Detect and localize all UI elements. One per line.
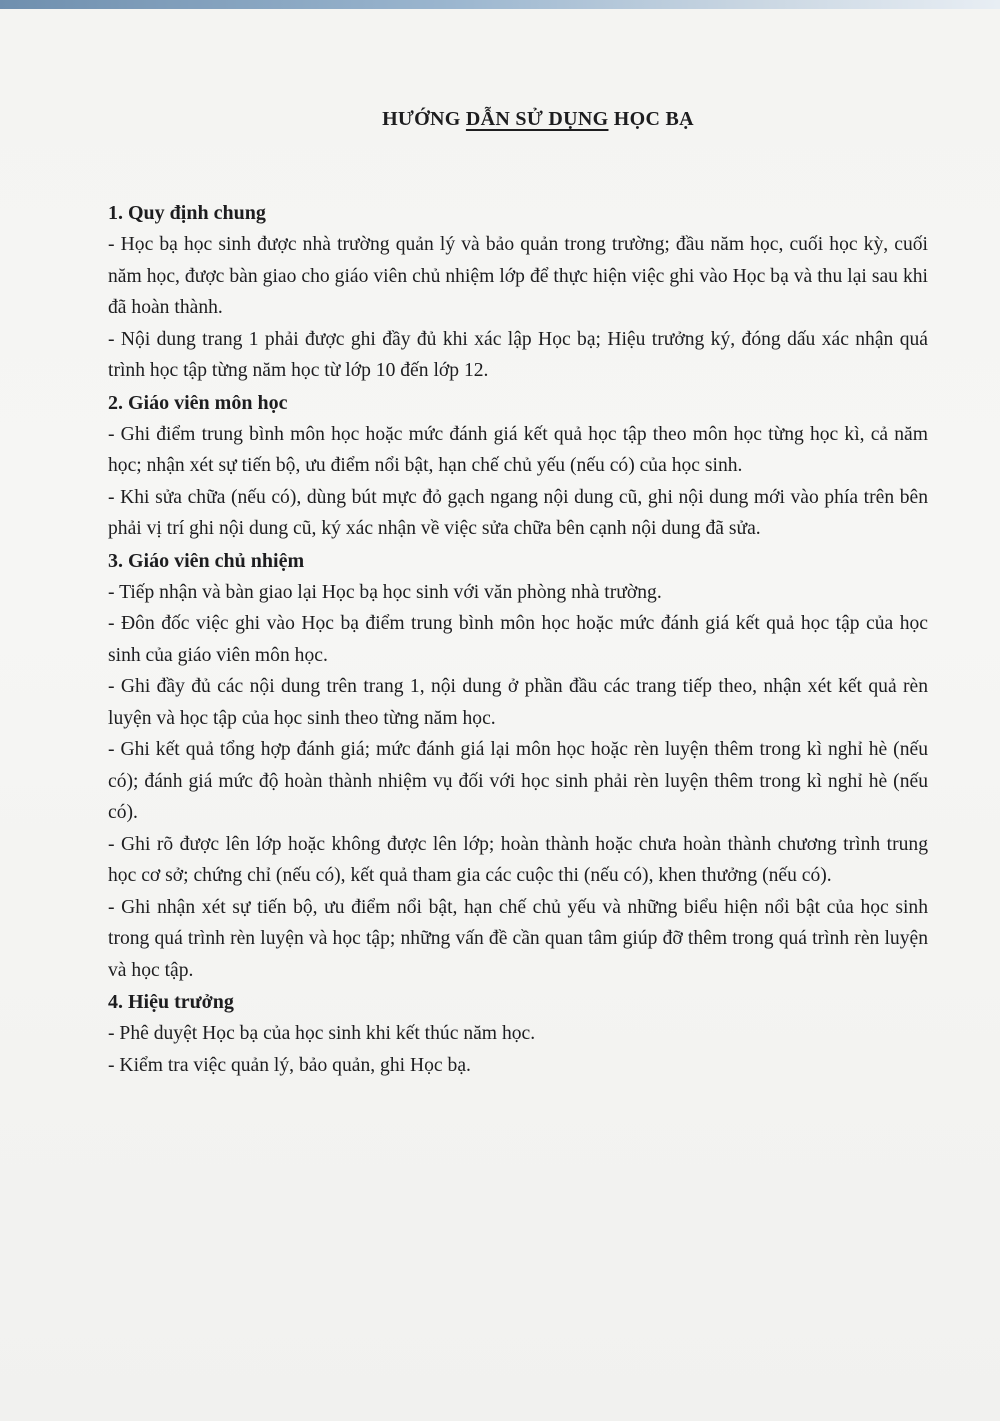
- section-homeroom-teacher: [108, 545, 928, 987]
- list-item: - Ghi kết quả tổng hợp đánh giá; mức đánh giá lại môn học hoặc rèn luyện thêm trong kì nghỉ hè (nếu có); đánh giá mức độ hoàn thành nhiệm vụ đối với học sinh phải rèn luyện thêm trong kì nghỉ hè (nếu có).: [108, 739, 928, 823]
- title-prefix: HƯỚNG: [382, 108, 466, 130]
- list-item: - Ghi điểm trung bình môn học hoặc mức đánh giá kết quả học tập theo môn học từng học kì, cả năm học; nhận xét sự tiến bộ, ưu điểm nổi bật, hạn chế chủ yếu (nếu có) của học sinh.: [108, 423, 928, 476]
- list-item: - Học bạ học sinh được nhà trường quản lý và bảo quản trong trường; đầu năm học, cuối học kỳ, cuối năm học, được bàn giao cho giáo viên chủ nhiệm lớp để thực hiện việc ghi vào Học bạ và thu lại sau khi đã hoàn thành.: [108, 234, 928, 318]
- list-item: - Tiếp nhận và bàn giao lại Học bạ học sinh với văn phòng nhà trường.: [108, 581, 662, 603]
- section-heading: 3. Giáo viên chủ nhiệm: [108, 549, 305, 572]
- list-item: - Đôn đốc việc ghi vào Học bạ điểm trung bình môn học hoặc mức đánh giá kết quả học tập của học sinh của giáo viên môn học.: [108, 613, 928, 666]
- section-subject-teacher: [108, 387, 928, 545]
- list-item: - Nội dung trang 1 phải được ghi đầy đủ khi xác lập Học bạ; Hiệu trưởng ký, đóng dấu xác nhận quá trình học tập từng năm học từ lớp 10 đến lớp 12.: [108, 328, 928, 381]
- title-underlined: DẪN SỬ DỤNG: [465, 108, 609, 130]
- list-item: - Ghi nhận xét sự tiến bộ, ưu điểm nổi bật, hạn chế chủ yếu và những biểu hiện nổi bật của học sinh trong quá trình rèn luyện và học tập; những vấn đề cần quan tâm giúp đỡ thêm trong quá trình rèn luyện và học tập.: [108, 896, 928, 981]
- section-heading: 4. Hiệu trưởng: [108, 991, 234, 1013]
- list-item: - Khi sửa chữa (nếu có), dùng bút mực đỏ gạch ngang nội dung cũ, ghi nội dung mới vào phía trên bên phải vị trí ghi nội dung cũ, ký xác nhận về việc sửa chữa bên cạnh nội dung đã sửa.: [108, 486, 928, 539]
- section-heading: 1. Quy định chung: [108, 202, 266, 224]
- section-general-rules: [108, 197, 928, 387]
- instructions-content: [108, 108, 928, 1081]
- background-edge: [0, 0, 1000, 9]
- list-item: - Ghi đầy đủ các nội dung trên trang 1, nội dung ở phần đầu các trang tiếp theo, nhận xét kết quả rèn luyện và học tập của học sinh theo từng năm học.: [108, 676, 928, 729]
- section-heading: 2. Giáo viên môn học: [108, 391, 288, 414]
- section-principal: [108, 986, 928, 1081]
- title-suffix: HỌC BẠ: [608, 108, 694, 130]
- page-title: [108, 108, 928, 131]
- list-item: - Kiểm tra việc quản lý, bảo quản, ghi Học bạ.: [108, 1054, 471, 1076]
- list-item: - Ghi rõ được lên lớp hoặc không được lên lớp; hoàn thành hoặc chưa hoàn thành chương trình trung học cơ sở; chứng chỉ (nếu có), kết quả tham gia các cuộc thi (nếu có), khen thưởng (nếu có).: [108, 833, 928, 886]
- list-item: - Phê duyệt Học bạ của học sinh khi kết thúc năm học.: [108, 1023, 536, 1044]
